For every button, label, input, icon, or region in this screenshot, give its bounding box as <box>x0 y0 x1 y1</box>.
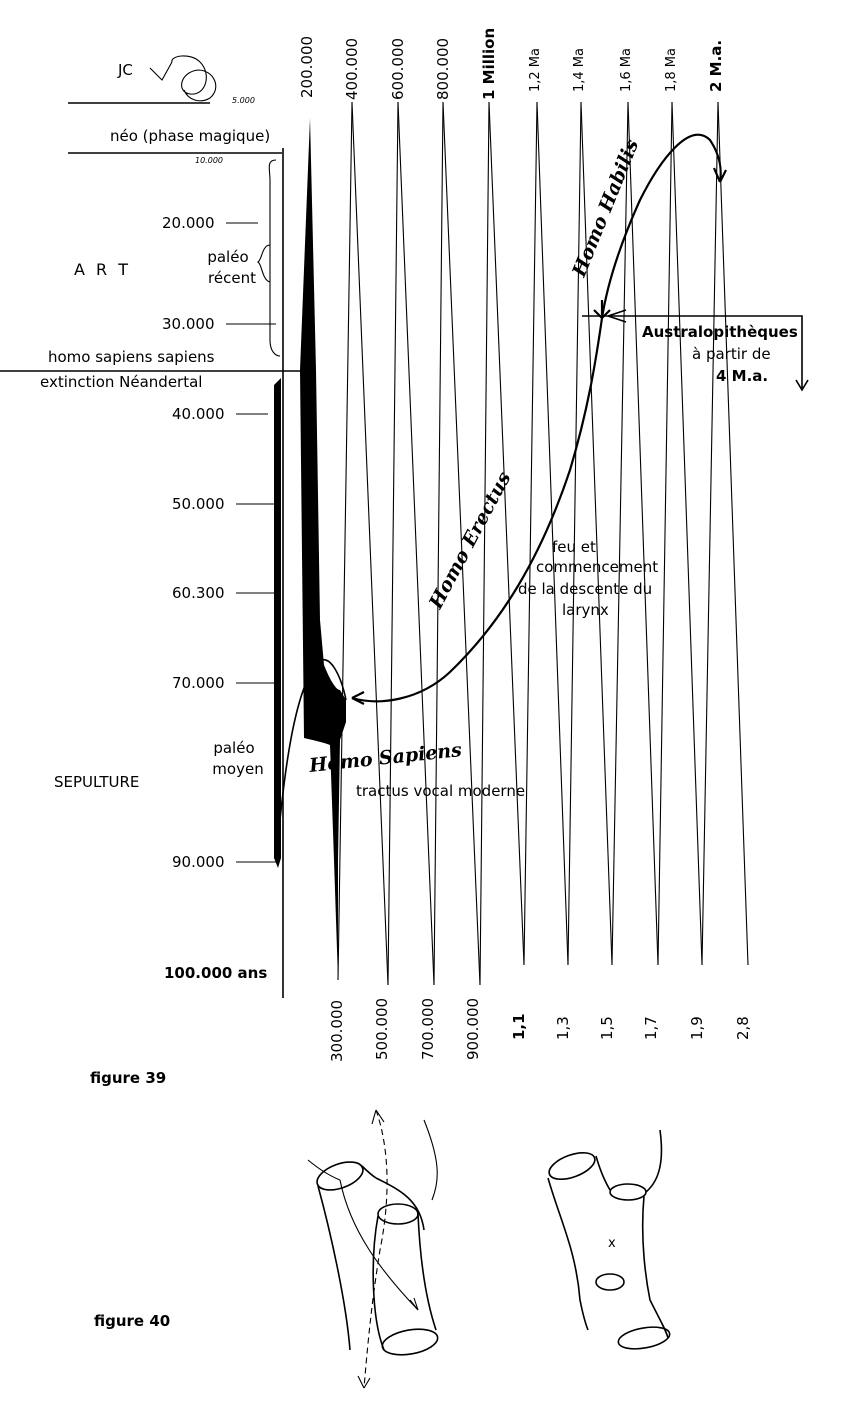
neo-label: néo (phase magique) <box>110 127 271 145</box>
left-tick-30k: 30.000 <box>162 315 215 333</box>
art-label: A R T <box>74 260 132 279</box>
bottom-tick-700k: 700.000 <box>419 997 437 1060</box>
bottom-tick-1-1: 1,1 <box>510 1013 528 1040</box>
left-tick-40k: 40.000 <box>172 405 225 423</box>
top-tick-1-2: 1,2 Ma <box>528 48 543 92</box>
homo-sapiens-label: Homo Sapiens <box>308 739 463 777</box>
paleo-moyen-label-2: moyen <box>212 760 264 778</box>
bottom-tick-500k: 500.000 <box>373 997 391 1060</box>
paleo-recent-label-1: paléo <box>207 248 249 266</box>
figure-39-caption: figure 39 <box>90 1069 167 1087</box>
bottom-tick-2-8: 2,8 <box>734 1016 752 1040</box>
paleo-recent-bracket <box>258 245 270 282</box>
left-tick-20k: 20.000 <box>162 214 215 232</box>
top-tick-1-4: 1,4 Ma <box>572 48 587 92</box>
paleo-recent-label-2: récent <box>208 269 256 287</box>
left-tick-70k: 70.000 <box>172 674 225 692</box>
left-tick-50k: 50.000 <box>172 495 225 513</box>
left-time-ticks <box>162 214 278 982</box>
top-tick-400k: 400.000 <box>343 37 361 100</box>
australo-label-1: Australopithèques <box>642 323 798 341</box>
sepulture-label: SEPULTURE <box>54 773 140 791</box>
art-bracket <box>269 160 280 356</box>
branched-tube-drawing <box>546 1130 672 1352</box>
left-tick-90k: 90.000 <box>172 853 225 871</box>
homo-habilis-label: Homo Habilis <box>568 136 644 280</box>
australo-label-2: à partir de <box>692 345 771 363</box>
bottom-tick-1-7: 1,7 <box>642 1016 660 1040</box>
top-tick-1m: 1 Million <box>480 27 498 100</box>
zigzag-lines <box>338 102 748 985</box>
figure-40-caption: figure 40 <box>94 1312 171 1330</box>
top-tick-1-8: 1,8 Ma <box>664 48 679 92</box>
sapiens-sapiens-label: homo sapiens sapiens <box>48 348 215 366</box>
paleo-moyen-label-1: paléo <box>213 739 255 757</box>
feu-label-3: de la descente du <box>518 580 653 598</box>
top-tick-200k: 200.000 <box>298 35 316 98</box>
twisted-tube-drawing <box>308 1110 440 1388</box>
top-tick-600k: 600.000 <box>389 37 407 100</box>
australo-label-3: 4 M.a. <box>716 367 769 385</box>
feu-label-4: larynx <box>562 601 609 619</box>
bottom-tick-300k: 300.000 <box>328 999 346 1062</box>
jc-5000-label: 5.000 <box>232 96 255 105</box>
homo-erectus-label: Homo Erectus <box>424 468 516 613</box>
left-tick-60k: 60.300 <box>172 584 225 602</box>
neanderthal-bar <box>274 378 281 868</box>
top-tick-2: 2 M.a. <box>707 39 725 92</box>
x-marker: x <box>608 1236 616 1251</box>
tractus-label: tractus vocal moderne <box>356 782 526 800</box>
feu-label-1: feu et <box>552 538 596 556</box>
bottom-tick-1-9: 1,9 <box>688 1016 706 1040</box>
jc-label: JC <box>118 61 133 79</box>
bottom-time-ticks <box>328 998 752 1062</box>
left-tick-100k: 100.000 ans <box>164 964 268 982</box>
evolution-curve <box>352 135 721 702</box>
extinction-label: extinction Néandertal <box>40 373 203 391</box>
neo-10000-label: 10.000 <box>195 156 223 165</box>
bottom-tick-900k: 900.000 <box>464 997 482 1060</box>
top-tick-800k: 800.000 <box>434 37 452 100</box>
jc-spiral <box>68 56 255 105</box>
population-spike <box>300 118 346 980</box>
top-time-ticks <box>298 28 725 100</box>
top-tick-1-6: 1,6 Ma <box>619 48 634 92</box>
feu-label-2: commencement <box>536 558 659 576</box>
bottom-tick-1-3: 1,3 <box>554 1016 572 1040</box>
bottom-tick-1-5: 1,5 <box>598 1016 616 1040</box>
